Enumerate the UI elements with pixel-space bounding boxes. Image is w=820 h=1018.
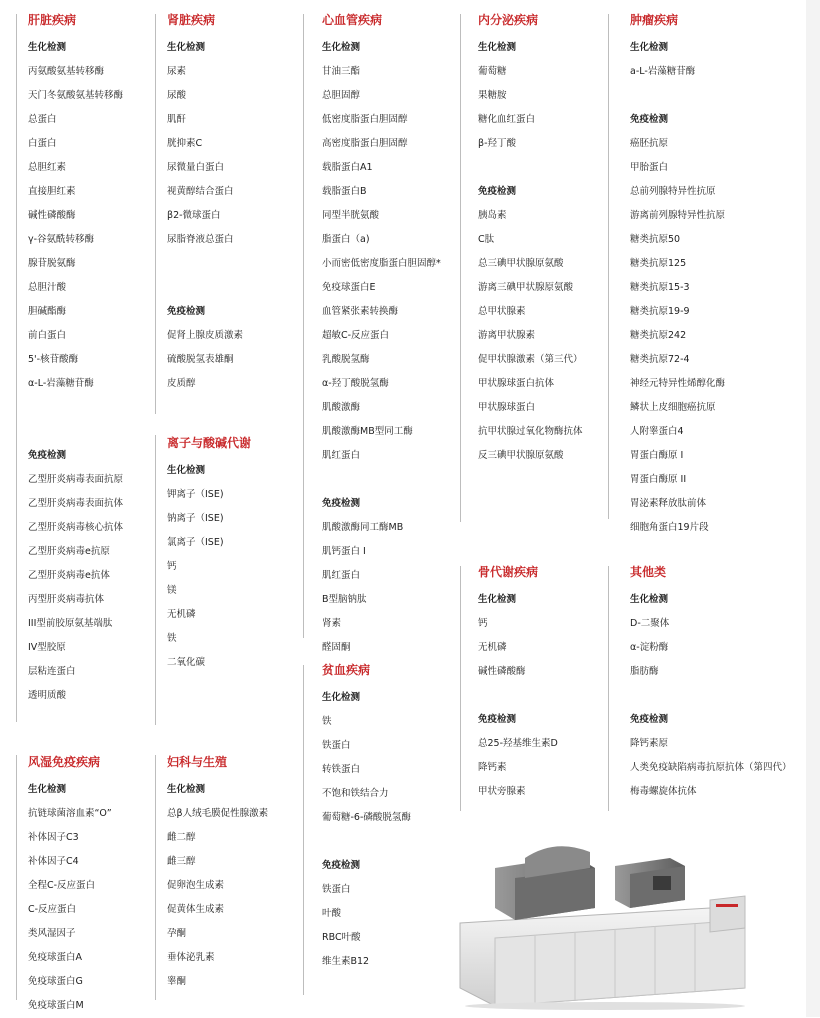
test-item: 硫酸脱氢表雄酮 [167,354,234,365]
test-list [167,459,251,675]
section-title: 心血管疾病 [322,13,383,27]
test-list [167,778,268,994]
test-list [322,686,411,974]
section-ion [167,434,251,675]
test-item: 总前列腺特异性抗原 [630,186,716,197]
test-item: 免疫球蛋白E [322,282,376,293]
test-item: 降钙素 [478,762,507,773]
test-item: 降钙素原 [630,738,669,749]
test-item: 细胞角蛋白19片段 [630,522,709,533]
test-item: 梅毒螺旋体抗体 [630,786,697,797]
test-item: 甲胎蛋白 [630,162,669,173]
test-item: 肾素 [322,618,342,629]
section-other [630,563,792,804]
test-item: 乙型肝炎病毒核心抗体 [28,522,124,533]
test-item: 直接胆红素 [28,186,76,197]
spacer [28,420,123,444]
column-divider [608,566,609,811]
subsection-label: 免疫检测 [167,306,206,317]
right-edge-strip [806,0,820,1017]
test-item: 不饱和铁结合力 [322,788,389,799]
test-item: 铁蛋白 [322,884,351,895]
test-item: 总蛋白 [28,114,57,125]
test-list [167,36,243,396]
test-list [478,588,558,804]
test-item: 反三碘甲状腺原氨酸 [478,450,564,461]
test-item: 葡萄糖-6-磷酸脱氢酶 [322,812,411,823]
test-item: 钾离子（ISE) [167,489,224,500]
test-item: C肽 [478,234,495,245]
test-item: 人类免疫缺陷病毒抗原抗体（第四代） [630,762,792,773]
section-title: 骨代谢疾病 [478,565,539,579]
test-item: 铁蛋白 [322,740,351,751]
test-item: 叶酸 [322,908,342,919]
subsection-label: 生化检测 [630,594,669,605]
test-item: γ-谷氨酰转移酶 [28,234,95,245]
test-item: 二氧化碳 [167,657,206,668]
test-item: 胃蛋白酶原 II [630,474,687,485]
section-title: 妇科与生殖 [167,755,228,769]
test-list [478,36,583,468]
test-item: 铁 [167,633,177,644]
test-item: 肌酸激酶MB型同工酶 [322,426,413,437]
test-item: 总胆汁酸 [28,282,67,293]
test-item: 皮质醇 [167,378,196,389]
test-item: 免疫球蛋白M [28,1000,84,1011]
section-kidney [167,11,243,396]
test-item: 糖类抗原125 [630,258,687,269]
test-item: 醛固酮 [322,642,351,653]
test-item: 镁 [167,585,177,596]
test-item: 甲状腺球蛋白抗体 [478,378,555,389]
test-item: 尿脂脊液总蛋白 [167,234,234,245]
test-item: 血管紧张素转换酶 [322,306,399,317]
section-title: 贫血疾病 [322,663,371,677]
section-title: 离子与酸碱代谢 [167,436,252,450]
section-liver [28,11,123,708]
column-divider [155,435,156,725]
test-item: 天门冬氨酸氨基转移酶 [28,90,124,101]
test-item: 总甲状腺素 [478,306,526,317]
subsection-label: 免疫检测 [478,714,517,725]
test-item: a-L-岩藻糖苷酶 [630,66,696,77]
test-item: 人附睾蛋白4 [630,426,684,437]
test-item: C-反应蛋白 [28,904,77,915]
test-item: 视黄醇结合蛋白 [167,186,234,197]
section-gyn [167,753,268,994]
section-title: 内分泌疾病 [478,13,539,27]
test-item: 碱性磷酸酶 [28,210,76,221]
subsection-label: 生化检测 [28,42,67,53]
test-item: 总β人绒毛膜促性腺激素 [167,808,269,819]
section-title: 其他类 [630,565,667,579]
test-item: 糖类抗原242 [630,330,687,341]
test-item: 钠离子（ISE) [167,513,224,524]
test-item: α-L-岩藻糖苷酶 [28,378,94,389]
column-divider [16,755,17,1000]
test-item: 抗链球菌溶血素“O” [28,808,112,819]
test-item: 低密度脂蛋白胆固醇 [322,114,408,125]
test-item: B型脑钠肽 [322,594,367,605]
test-item: 睾酮 [167,976,187,987]
test-item: 葡萄糖 [478,66,507,77]
test-item: III型前胶原氨基端肽 [28,618,113,629]
subsection-label: 免疫检测 [630,714,669,725]
test-item: 载脂蛋白A1 [322,162,373,173]
test-item: D-二聚体 [630,618,670,629]
spacer [167,252,243,276]
test-list [322,36,441,660]
test-item: 游离前列腺特异性抗原 [630,210,726,221]
test-item: 总胆红素 [28,162,67,173]
test-item: 游离甲状腺素 [478,330,536,341]
test-item: 肌酐 [167,114,187,125]
test-item: 丙型肝炎病毒抗体 [28,594,105,605]
test-list [630,588,792,804]
test-item: 转铁蛋白 [322,764,361,775]
test-item: 胱抑素C [167,138,203,149]
test-item: 孕酮 [167,928,187,939]
test-item: 神经元特异性烯醇化酶 [630,378,726,389]
test-item: 尿酸 [167,90,187,101]
test-item: 肌酸激酶同工酶MB [322,522,404,533]
subsection-label: 免疫检测 [322,860,361,871]
test-list [28,36,123,708]
test-item: RBC叶酸 [322,932,361,943]
test-item: 果糖胺 [478,90,507,101]
test-item: 甲状旁腺素 [478,786,526,797]
test-item: 甲状腺球蛋白 [478,402,536,413]
test-item: 全程C-反应蛋白 [28,880,96,891]
test-item: 抗甲状腺过氧化物酶抗体 [478,426,583,437]
test-item: 载脂蛋白B [322,186,367,197]
section-title: 肿瘤疾病 [630,13,679,27]
test-item: 雌三醇 [167,856,196,867]
test-item: 促卵泡生成素 [167,880,225,891]
test-item: 高密度脂蛋白胆固醇 [322,138,408,149]
test-item: 尿素 [167,66,187,77]
test-item: 胃蛋白酶原 I [630,450,684,461]
test-item: 补体因子C3 [28,832,79,843]
test-item: 糖类抗原50 [630,234,681,245]
column-divider [303,665,304,995]
subsection-label: 免疫检测 [322,498,361,509]
test-item: 总三碘甲状腺原氨酸 [478,258,564,269]
test-item: 钙 [167,561,177,572]
test-item: 氯离子（ISE) [167,537,224,548]
section-rheum [28,753,112,1018]
test-item: 肌钙蛋白 I [322,546,366,557]
test-item: β2-微球蛋白 [167,210,221,221]
section-endo [478,11,583,468]
test-item: 乙型肝炎病毒e抗原 [28,546,110,557]
test-item: 胆碱酯酶 [28,306,67,317]
column-divider [155,755,156,1000]
analyzer-instrument-image [455,838,755,1010]
spacer [167,276,243,300]
section-anemia [322,661,411,974]
test-item: 钙 [478,618,488,629]
test-item: 前白蛋白 [28,330,67,341]
test-item: β-羟丁酸 [478,138,516,149]
test-item: 乳酸脱氢酶 [322,354,370,365]
test-item: 胰岛素 [478,210,507,221]
test-item: 小而密低密度脂蛋白胆固醇* [322,258,441,269]
test-item: 铁 [322,716,332,727]
test-item: 无机磷 [167,609,196,620]
subsection-label: 生化检测 [167,784,206,795]
column-divider [155,14,156,414]
subsection-label: 生化检测 [478,42,517,53]
test-item: 促肾上腺皮质激素 [167,330,244,341]
test-item: 免疫球蛋白A [28,952,82,963]
test-item: α-羟丁酸脱氢酶 [322,378,389,389]
test-item: 游离三碘甲状腺原氨酸 [478,282,574,293]
subsection-label: 生化检测 [167,465,206,476]
section-title: 肝脏疾病 [28,13,77,27]
test-item: 透明质酸 [28,690,67,701]
test-list [28,778,112,1018]
test-item: 白蛋白 [28,138,57,149]
test-item: 乙型肝炎病毒e抗体 [28,570,110,581]
spacer [322,468,441,492]
test-item: 尿微量白蛋白 [167,162,225,173]
section-cardio [322,11,441,660]
test-item: 无机磷 [478,642,507,653]
test-item: 乙型肝炎病毒表面抗体 [28,498,124,509]
test-item: α-淀粉酶 [630,642,669,653]
section-tumor [630,11,725,540]
test-item: 同型半胱氨酸 [322,210,380,221]
subsection-label: 生化检测 [28,784,67,795]
test-item: IV型胶原 [28,642,66,653]
spacer [478,684,558,708]
test-item: 5'-核苷酸酶 [28,354,79,365]
test-item: 促黄体生成素 [167,904,225,915]
test-item: 层粘连蛋白 [28,666,76,677]
test-item: 糖类抗原15-3 [630,282,690,293]
test-item: 丙氨酸氨基转移酶 [28,66,105,77]
test-item: 超敏C-反应蛋白 [322,330,390,341]
test-item: 肌红蛋白 [322,570,361,581]
test-item: 总胆固醇 [322,90,361,101]
subsection-label: 免疫检测 [478,186,517,197]
subsection-label: 生化检测 [322,692,361,703]
test-item: 脂蛋白（a) [322,234,370,245]
column-divider [16,14,17,722]
test-item: 免疫球蛋白G [28,976,83,987]
test-item: 补体因子C4 [28,856,79,867]
test-item: 糖化血红蛋白 [478,114,536,125]
test-item: 促甲状腺激素（第三代） [478,354,583,365]
test-item: 癌胚抗原 [630,138,669,149]
test-item: 脂肪酶 [630,666,659,677]
subsection-label: 免疫检测 [630,114,669,125]
subsection-label: 生化检测 [167,42,206,53]
test-item: 类风湿因子 [28,928,76,939]
spacer [478,156,583,180]
section-bone [478,563,558,804]
test-item: 碱性磷酸酶 [478,666,526,677]
column-divider [460,566,461,811]
test-item: 垂体泌乳素 [167,952,215,963]
test-item: 胃泌素释放肽前体 [630,498,707,509]
column-divider [608,14,609,519]
test-item: 肌红蛋白 [322,450,361,461]
test-item: 乙型肝炎病毒表面抗原 [28,474,124,485]
test-item: 糖类抗原72-4 [630,354,690,365]
test-item: 维生素B12 [322,956,370,967]
test-item: 鳞状上皮细胞癌抗原 [630,402,716,413]
spacer [322,830,411,854]
section-title: 风湿免疫疾病 [28,755,101,769]
test-item: 肌酸激酶 [322,402,361,413]
spacer [630,84,725,108]
test-item: 腺苷脱氨酶 [28,258,76,269]
column-divider [460,14,461,522]
test-item: 糖类抗原19-9 [630,306,690,317]
test-item: 雌二醇 [167,832,196,843]
section-title: 肾脏疾病 [167,13,216,27]
subsection-label: 生化检测 [322,42,361,53]
subsection-label: 免疫检测 [28,450,67,461]
test-list [630,36,725,540]
column-divider [303,14,304,638]
subsection-label: 生化检测 [478,594,517,605]
test-item: 甘油三酯 [322,66,361,77]
spacer [28,396,123,420]
subsection-label: 生化检测 [630,42,669,53]
spacer [630,684,792,708]
test-item: 总25-羟基维生素D [478,738,558,749]
